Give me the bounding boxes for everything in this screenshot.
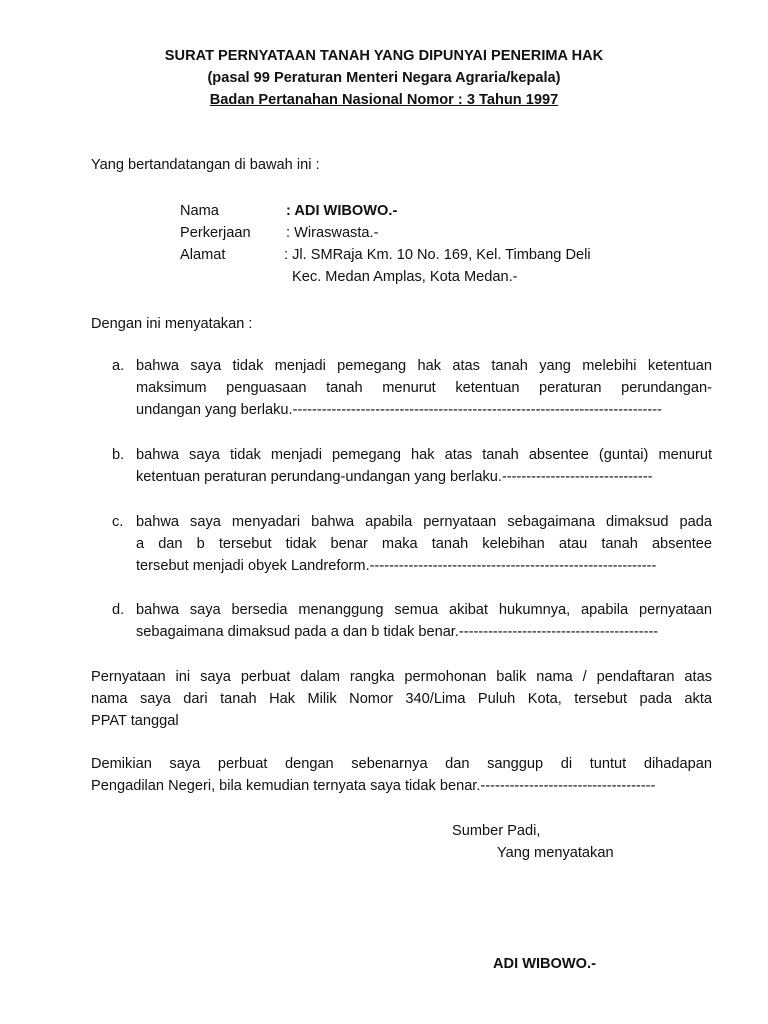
signature-name: ADI WIBOWO.- [493,956,596,972]
point-d-marker: d. [112,602,125,618]
name-value: : ADI WIBOWO.- [286,203,398,219]
signature-role: Yang menyatakan [497,845,614,861]
address-value-line1: : Jl. SMRaja Km. 10 No. 169, Kel. Timbang Deli [284,247,591,263]
paragraph-1-line1: Pernyataan ini saya perbuat dalam rangka permohonan balik nama / pendaftaran atas [91,669,712,685]
name-label: Nama [180,203,219,219]
point-a-line1: bahwa saya tidak menjadi pemegang hak atas tanah yang melebihi ketentuan [136,358,712,374]
paragraph-1-line3: PPAT tanggal [91,713,179,729]
paragraph-2-line2: Pengadilan Negeri, bila kemudian ternyata saya tidak benar.------------------------------------ [91,778,656,794]
address-value-line2: Kec. Medan Amplas, Kota Medan.- [292,269,518,285]
point-c-line2: a dan b tersebut tidak benar maka tanah kelebihan atau tanah absentee [136,536,712,552]
occupation-value: : Wiraswasta.- [286,225,379,241]
regulation-reference: (pasal 99 Peraturan Menteri Negara Agraria/kepala) [207,70,561,86]
point-b-marker: b. [112,447,125,463]
point-d-line2: sebagaimana dimaksud pada a dan b tidak benar.----------------------------------------- [136,624,659,640]
point-b-line2: ketentuan peraturan perundang-undangan yang berlaku.------------------------------- [136,469,653,485]
point-c-line1: bahwa saya menyadari bahwa apabila pernyataan sebagaimana dimaksud pada [136,514,712,530]
point-a-line2: maksimum penguasaan tanah menurut ketentuan peraturan perundangan- [136,380,712,396]
signature-place: Sumber Padi, [452,823,541,839]
point-b-line1: bahwa saya tidak menjadi pemegang hak atas tanah absentee (guntai) menurut [136,447,712,463]
paragraph-2-line1: Demikian saya perbuat dengan sebenarnya dan sanggup di tuntut dihadapan [91,756,712,772]
agency-reference [0,89,768,111]
point-c-line3: tersebut menjadi obyek Landreform.----------------------------------------------------------- [136,558,657,574]
document-title: SURAT PERNYATAAN TANAH YANG DIPUNYAI PENERIMA HAK [164,48,604,64]
point-d-line1: bahwa saya bersedia menanggung semua akibat hukumnya, apabila pernyataan [136,602,712,618]
paragraph-1-line2: nama saya dari tanah Hak Milik Nomor 340/Lima Puluh Kota, tersebut pada akta [91,691,712,707]
intro-text: Yang bertandatangan di bawah ini : [91,157,320,173]
point-a-line3: undangan yang berlaku.---------------------------------------------------------------------------- [136,402,662,418]
statement-intro: Dengan ini menyatakan : [91,316,253,332]
point-c-marker: c. [112,514,124,530]
occupation-label: Perkerjaan [180,225,251,241]
address-label: Alamat [180,247,226,263]
point-a-marker: a. [112,358,125,374]
agency-reference-text: Badan Pertanahan Nasional Nomor : 3 Tahun 1997 [209,92,559,108]
